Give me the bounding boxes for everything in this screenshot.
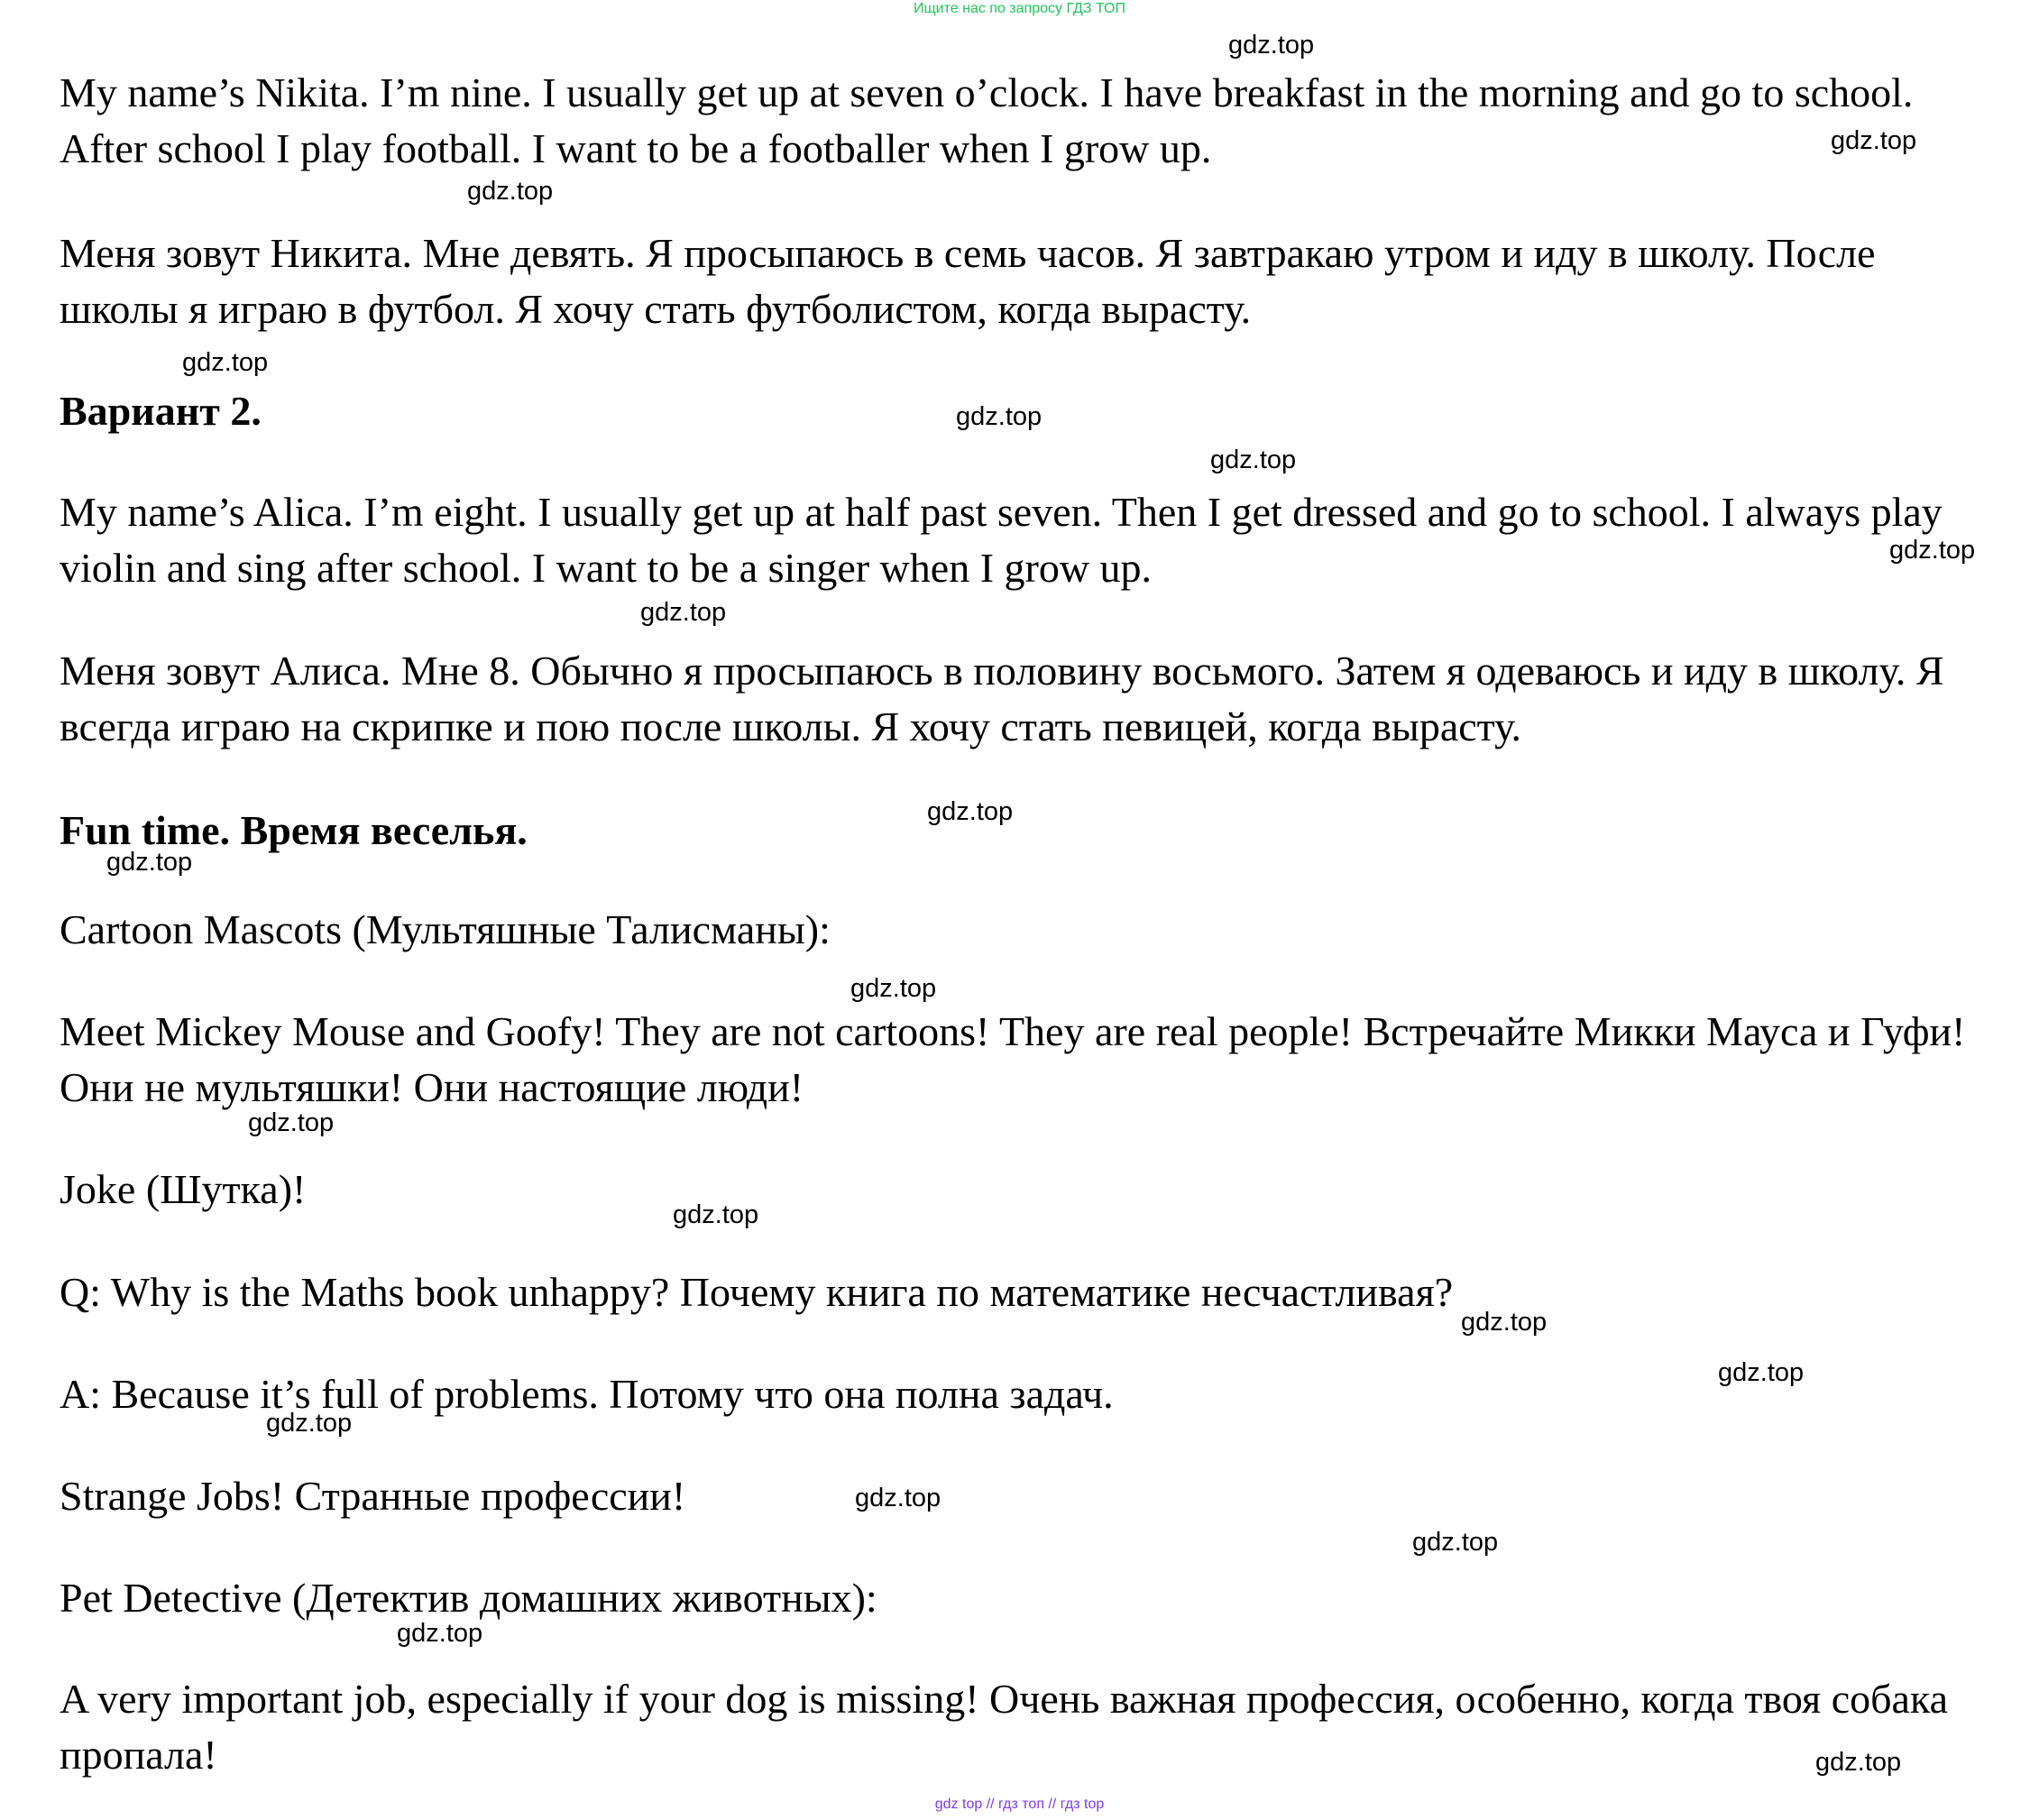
watermark: gdz.top — [673, 1200, 759, 1229]
watermark: gdz.top — [1228, 31, 1315, 60]
watermark: gdz.top — [1831, 126, 1917, 155]
watermark: gdz.top — [1461, 1308, 1548, 1337]
watermark: gdz.top — [106, 848, 193, 877]
mascots-title: Cartoon Mascots (Мультяшные Талисманы): — [60, 906, 831, 952]
mascots-text: Meet Mickey Mouse and Goofy! They are not cartoons! They are real people! Встречайте Микки Мауса и Гуфи! Они не мультяшки! Они настоящие люди! — [60, 1008, 1966, 1110]
alica-english: My name’s Alica. I’m eight. I usually get up at half past seven. Then I get dressed and go to school. I always play violin and sing after school. I want to be a singer when I grow up. — [60, 489, 1943, 591]
variant-2-heading: Вариант 2. — [60, 388, 262, 434]
fun-time-heading: Fun time. Время веселья. — [60, 807, 528, 853]
watermark: gdz.top — [850, 974, 937, 1003]
watermark: gdz.top — [640, 598, 727, 627]
watermark: gdz.top — [182, 348, 269, 377]
watermark: gdz.top — [956, 402, 1042, 431]
watermark: gdz.top — [1718, 1358, 1805, 1387]
watermark: gdz.top — [248, 1108, 335, 1137]
watermark: gdz.top — [266, 1409, 353, 1438]
watermark: gdz.top — [467, 177, 554, 206]
watermark: gdz.top — [1412, 1528, 1499, 1557]
watermark: gdz.top — [1889, 536, 1976, 565]
strange-jobs-title: Strange Jobs! Странные профессии! — [60, 1473, 686, 1519]
watermark: gdz.top — [397, 1619, 483, 1648]
search-banner: Ищите нас по запросу ГДЗ ТОП — [914, 1, 1125, 16]
pet-detective-title: Pet Detective (Детектив домашних животных): — [60, 1575, 877, 1621]
watermark: gdz.top — [1815, 1748, 1902, 1777]
joke-question: Q: Why is the Maths book unhappy? Почему книга по математике несчастливая? — [60, 1269, 1454, 1315]
footer-links: gdz top // гдз топ // гдз top — [934, 1797, 1105, 1812]
watermark: gdz.top — [1210, 446, 1297, 474]
nikita-russian: Меня зовут Никита. Мне девять. Я просыпаюсь в семь часов. Я завтракаю утром и иду в школу. После школы я играю в футбол. Я хочу стать футболистом, когда вырасту. — [60, 230, 1876, 332]
watermark: gdz.top — [855, 1484, 941, 1512]
joke-title: Joke (Шутка)! — [60, 1166, 307, 1212]
joke-answer: A: Because it’s full of problems. Потому что она полна задач. — [60, 1371, 1114, 1417]
nikita-english: My name’s Nikita. I’m nine. I usually get up at seven o’clock. I have breakfast in the morning and go to school. After school I play football. I want to be a footballer when I grow up. — [60, 69, 1914, 171]
watermark: gdz.top — [927, 797, 1014, 826]
pet-detective-text: A very important job, especially if your dog is missing! Очень важная профессия, особенно, когда твоя собака пропала! — [60, 1676, 1949, 1778]
alica-russian: Меня зовут Алиса. Мне 8. Обычно я просыпаюсь в половину восьмого. Затем я одеваюсь и иду в школу. Я всегда играю на скрипке и пою после школы. Я хочу стать певицей, когда вырасту. — [60, 648, 1944, 749]
